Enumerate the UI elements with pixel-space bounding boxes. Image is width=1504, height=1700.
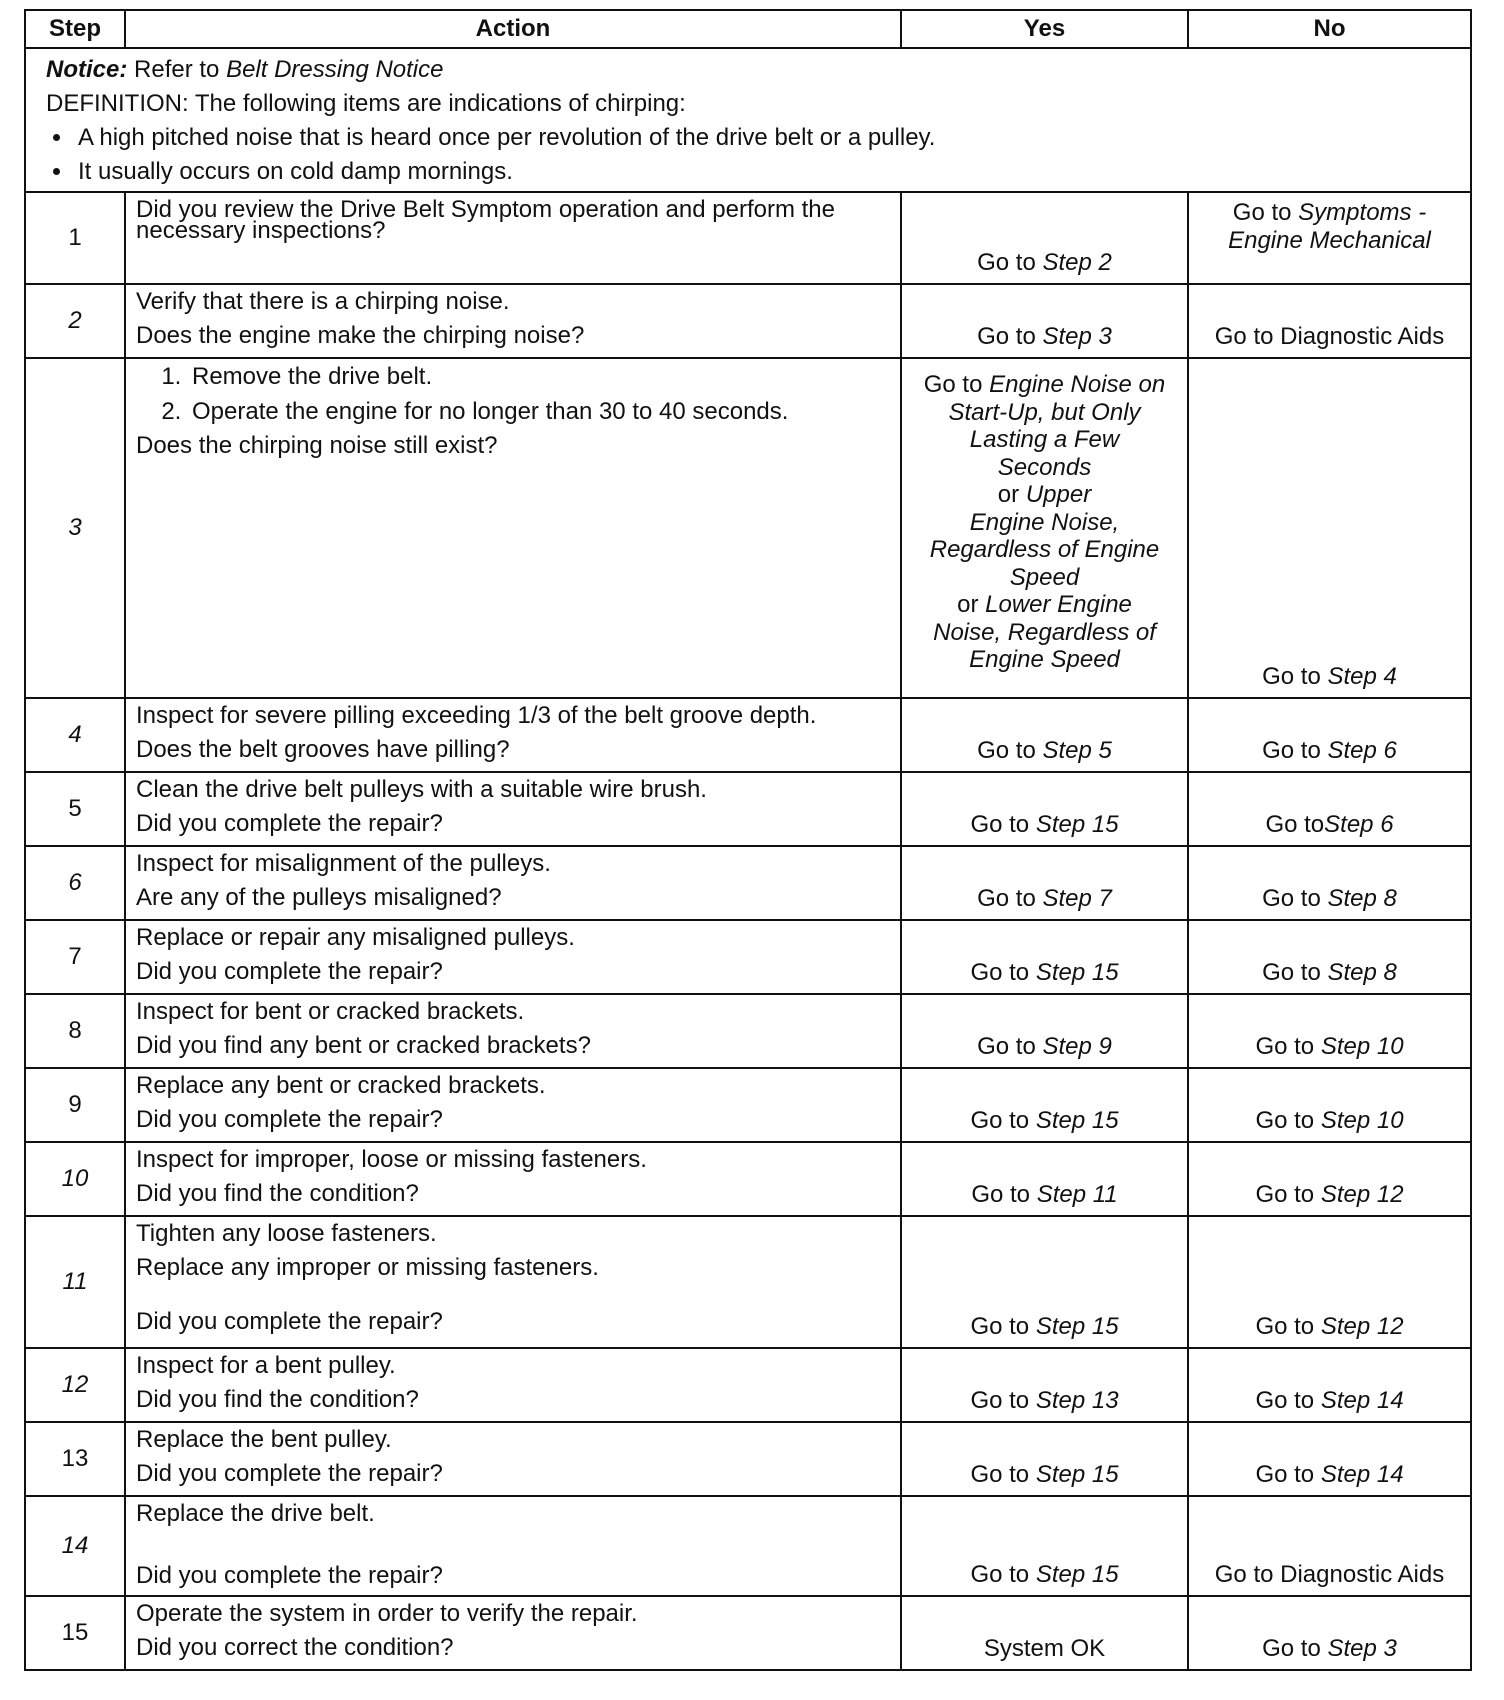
action-cell <box>125 772 901 846</box>
step-number: 6 <box>25 846 125 920</box>
action-cell <box>125 1422 901 1496</box>
table-row <box>25 846 1471 920</box>
yes-prefix: Go to <box>977 1033 1036 1060</box>
yes-cell <box>901 358 1188 698</box>
yes-prefix: Go to <box>977 737 1036 764</box>
no-step-ref: Step 6 <box>1327 737 1397 764</box>
action-line: Does the belt grooves have pilling? <box>136 736 510 763</box>
yes-cell <box>901 1068 1188 1142</box>
yes-line: or Lower Engine <box>957 591 1132 618</box>
action-cell <box>125 1496 901 1596</box>
no-prefix: Go to <box>1262 663 1321 690</box>
no-prefix: Go to <box>1255 1181 1315 1208</box>
action-cell <box>125 192 901 284</box>
step-number: 9 <box>25 1068 125 1142</box>
no-step-ref: Step 3 <box>1327 1635 1397 1662</box>
diagnostic-table <box>24 9 1472 1671</box>
yes-cell <box>901 1596 1188 1670</box>
action-line: Clean the drive belt pulleys with a suitable wire brush. <box>136 776 707 803</box>
no-cell <box>1188 1142 1471 1216</box>
table-row <box>25 284 1471 358</box>
table-row <box>25 994 1471 1068</box>
action-line: Did you find the condition? <box>136 1180 419 1207</box>
yes-step-ref: Step 15 <box>1035 1107 1119 1134</box>
no-text: Go to Diagnostic Aids <box>1214 323 1445 350</box>
action-line: Inspect for bent or cracked brackets. <box>136 998 525 1025</box>
no-cell <box>1188 1596 1471 1670</box>
action-line: Did you complete the repair? <box>136 1562 443 1589</box>
yes-step-ref: Step 11 <box>1036 1181 1118 1208</box>
action-cell <box>125 920 901 994</box>
action-line: Replace the drive belt. <box>136 1500 375 1527</box>
action-line: Did you find the condition? <box>136 1386 419 1413</box>
no-step-ref: Step 14 <box>1320 1387 1404 1414</box>
yes-prefix: Go to <box>970 959 1030 986</box>
no-text: Go to Diagnostic Aids <box>1214 1561 1445 1588</box>
yes-prefix: Go to <box>970 1313 1030 1340</box>
definition-list <box>46 121 1462 189</box>
action-line: Inspect for improper, loose or missing fasteners. <box>136 1146 647 1173</box>
action-line: Did you complete the repair? <box>136 1460 443 1487</box>
no-cell <box>1188 1496 1471 1596</box>
yes-step-ref: Step 15 <box>1035 1313 1119 1340</box>
yes-cell <box>901 920 1188 994</box>
step-number: 14 <box>25 1496 125 1596</box>
yes-prefix: Go to <box>970 1461 1030 1488</box>
action-line: Inspect for misalignment of the pulleys. <box>136 850 551 877</box>
no-cell <box>1188 994 1471 1068</box>
no-prefix: Go to <box>1255 1313 1315 1340</box>
yes-cell <box>901 1422 1188 1496</box>
action-cell <box>125 284 901 358</box>
step-number: 7 <box>25 920 125 994</box>
action-line: Does the engine make the chirping noise? <box>136 322 585 349</box>
table-row <box>25 920 1471 994</box>
table-row <box>25 1422 1471 1496</box>
definition-bullet: • It usually occurs on cold damp mornings. <box>74 155 1462 189</box>
action-line: Inspect for severe pilling exceeding 1/3 of the belt groove depth. <box>136 702 817 729</box>
yes-prefix: Go to <box>977 249 1036 276</box>
yes-line: Engine Speed <box>969 646 1120 673</box>
no-step-ref: Step 10 <box>1320 1107 1404 1134</box>
no-prefix: Go to <box>1262 959 1321 986</box>
no-cell <box>1188 1216 1471 1348</box>
yes-line: Lasting a Few <box>969 426 1120 453</box>
action-line: Verify that there is a chirping noise. <box>136 288 510 315</box>
no-ref-cont: Engine Mechanical <box>1228 227 1431 254</box>
action-cell <box>125 358 901 698</box>
step-number: 12 <box>25 1348 125 1422</box>
action-line: Did you find any bent or cracked brackets? <box>136 1032 591 1059</box>
no-step-ref: Step 12 <box>1320 1181 1404 1208</box>
step-number: 10 <box>25 1142 125 1216</box>
yes-cell <box>901 1142 1188 1216</box>
action-steps-list <box>136 359 892 429</box>
no-step-ref: Step 10 <box>1320 1033 1404 1060</box>
yes-prefix: Go to <box>970 1107 1030 1134</box>
yes-line: Start-Up, but Only <box>948 398 1141 426</box>
notice-refer-text: Refer to <box>134 56 220 83</box>
table-row <box>25 1216 1471 1348</box>
yes-step-ref: Step 9 <box>1042 1033 1112 1060</box>
yes-cell <box>901 284 1188 358</box>
header-step: Step <box>25 10 125 48</box>
header-row <box>25 10 1471 48</box>
yes-prefix: Go to <box>977 885 1036 912</box>
no-cell <box>1188 284 1471 358</box>
action-line: Did you complete the repair? <box>136 1106 443 1133</box>
action-step-item: 2. Operate the engine for no longer than 30 to 40 seconds. <box>188 394 892 429</box>
yes-line: Engine Noise, <box>969 508 1120 536</box>
yes-prefix: Go to <box>977 323 1036 350</box>
yes-line: Go to Engine Noise on <box>923 371 1166 398</box>
no-cell <box>1188 698 1471 772</box>
yes-prefix: Go to <box>970 811 1030 838</box>
no-prefix: Go to <box>1262 1635 1321 1662</box>
action-line: Operate the system in order to verify the repair. <box>136 1600 638 1627</box>
yes-prefix: Go to <box>970 1387 1030 1414</box>
yes-step-ref: Step 15 <box>1035 1461 1119 1488</box>
action-cell <box>125 1596 901 1670</box>
notice-refer-link: Belt Dressing Notice <box>226 56 444 83</box>
action-line: Tighten any loose fasteners. <box>136 1220 437 1247</box>
action-cell <box>125 994 901 1068</box>
yes-cell <box>901 1496 1188 1596</box>
no-cell <box>1188 920 1471 994</box>
yes-line: or Upper <box>997 481 1092 508</box>
table-row <box>25 1596 1471 1670</box>
action-step-item: 1. Remove the drive belt. <box>188 359 892 394</box>
no-cell <box>1188 846 1471 920</box>
no-prefix: Go to <box>1262 737 1321 764</box>
yes-cell <box>901 994 1188 1068</box>
no-cell <box>1188 1348 1471 1422</box>
table-row <box>25 192 1471 284</box>
step-number: 1 <box>25 192 125 284</box>
action-line: Did you complete the repair? <box>136 810 443 837</box>
no-cell <box>1188 192 1471 284</box>
notice-label: Notice: <box>46 56 128 83</box>
header-yes: Yes <box>901 10 1188 48</box>
definition-bullet: • A high pitched noise that is heard once per revolution of the drive belt or a pulley. <box>74 121 1462 155</box>
no-step-ref: Step 14 <box>1320 1461 1404 1488</box>
step-number: 2 <box>25 284 125 358</box>
yes-step-ref: Step 3 <box>1042 323 1112 350</box>
action-line: Replace any bent or cracked brackets. <box>136 1072 546 1099</box>
action-line: Did you review the Drive Belt Symptom operation and perform the <box>136 196 835 223</box>
action-cell <box>125 1216 901 1348</box>
yes-line: Noise, Regardless of <box>933 618 1156 646</box>
yes-line: Regardless of Engine <box>929 536 1160 563</box>
action-cell <box>125 846 901 920</box>
action-line: Replace any improper or missing fasteners. <box>136 1254 599 1281</box>
definition-text: DEFINITION: The following items are indications of chirping: <box>46 90 686 117</box>
action-line: Are any of the pulleys misaligned? <box>136 884 502 911</box>
action-cell <box>125 1142 901 1216</box>
no-prefix: Go to <box>1255 1033 1315 1060</box>
action-line: Replace the bent pulley. <box>136 1426 392 1453</box>
no-cell <box>1188 358 1471 698</box>
no-prefix: Go to <box>1255 1107 1315 1134</box>
yes-prefix: Go to <box>971 1181 1031 1208</box>
no-step-ref: Step 12 <box>1320 1313 1404 1340</box>
yes-cell <box>901 1216 1188 1348</box>
yes-step-ref: Step 7 <box>1042 885 1112 912</box>
table-row <box>25 772 1471 846</box>
no-cell <box>1188 1068 1471 1142</box>
yes-cell <box>901 192 1188 284</box>
yes-cell <box>901 846 1188 920</box>
no-cell <box>1188 772 1471 846</box>
yes-cell <box>901 772 1188 846</box>
no-prefix: Go to <box>1255 1387 1315 1414</box>
table-row <box>25 1496 1471 1596</box>
table-row <box>25 1348 1471 1422</box>
no-ref: Symptoms - <box>1298 199 1427 226</box>
action-line: necessary inspections? <box>136 217 386 244</box>
yes-step-ref: Step 2 <box>1042 249 1112 276</box>
no-cell <box>1188 1422 1471 1496</box>
action-line: Did you complete the repair? <box>136 958 443 985</box>
no-step-ref: Step 8 <box>1327 885 1397 912</box>
no-prefix: Go to <box>1255 1461 1315 1488</box>
action-line: Does the chirping noise still exist? <box>136 432 498 459</box>
action-cell <box>125 698 901 772</box>
yes-step-ref: Step 5 <box>1042 737 1112 764</box>
yes-line: Speed <box>1009 563 1080 591</box>
step-number: 11 <box>25 1216 125 1348</box>
no-prefix: Go to <box>1232 199 1292 226</box>
table-row <box>25 698 1471 772</box>
no-prefix: Go to <box>1265 811 1325 838</box>
yes-prefix: Go to <box>970 1561 1030 1588</box>
yes-line: Seconds <box>997 453 1092 481</box>
yes-step-ref: Step 15 <box>1035 959 1119 986</box>
step-number: 5 <box>25 772 125 846</box>
action-line: Did you complete the repair? <box>136 1308 443 1335</box>
yes-step-ref: Step 15 <box>1035 1561 1119 1588</box>
no-prefix: Go to <box>1262 885 1321 912</box>
table-row <box>25 358 1471 698</box>
header-no: No <box>1188 10 1471 48</box>
no-step-ref: Step 8 <box>1327 959 1397 986</box>
notice-row <box>25 48 1471 192</box>
header-action: Action <box>125 10 901 48</box>
no-step-ref: Step 4 <box>1327 663 1397 690</box>
step-number: 13 <box>25 1422 125 1496</box>
action-line: Inspect for a bent pulley. <box>136 1352 396 1379</box>
step-number: 3 <box>25 358 125 698</box>
action-cell <box>125 1068 901 1142</box>
action-line: Did you correct the condition? <box>136 1634 454 1661</box>
yes-text: System OK <box>983 1635 1106 1662</box>
step-number: 4 <box>25 698 125 772</box>
yes-step-ref: Step 15 <box>1035 811 1119 838</box>
notice-cell <box>25 48 1471 192</box>
action-cell <box>125 1348 901 1422</box>
step-number: 15 <box>25 1596 125 1670</box>
no-step-ref: Step 6 <box>1324 811 1394 838</box>
yes-step-ref: Step 13 <box>1035 1387 1119 1414</box>
table-row <box>25 1068 1471 1142</box>
step-number: 8 <box>25 994 125 1068</box>
yes-cell <box>901 698 1188 772</box>
action-line: Replace or repair any misaligned pulleys. <box>136 924 575 951</box>
yes-cell <box>901 1348 1188 1422</box>
table-row <box>25 1142 1471 1216</box>
